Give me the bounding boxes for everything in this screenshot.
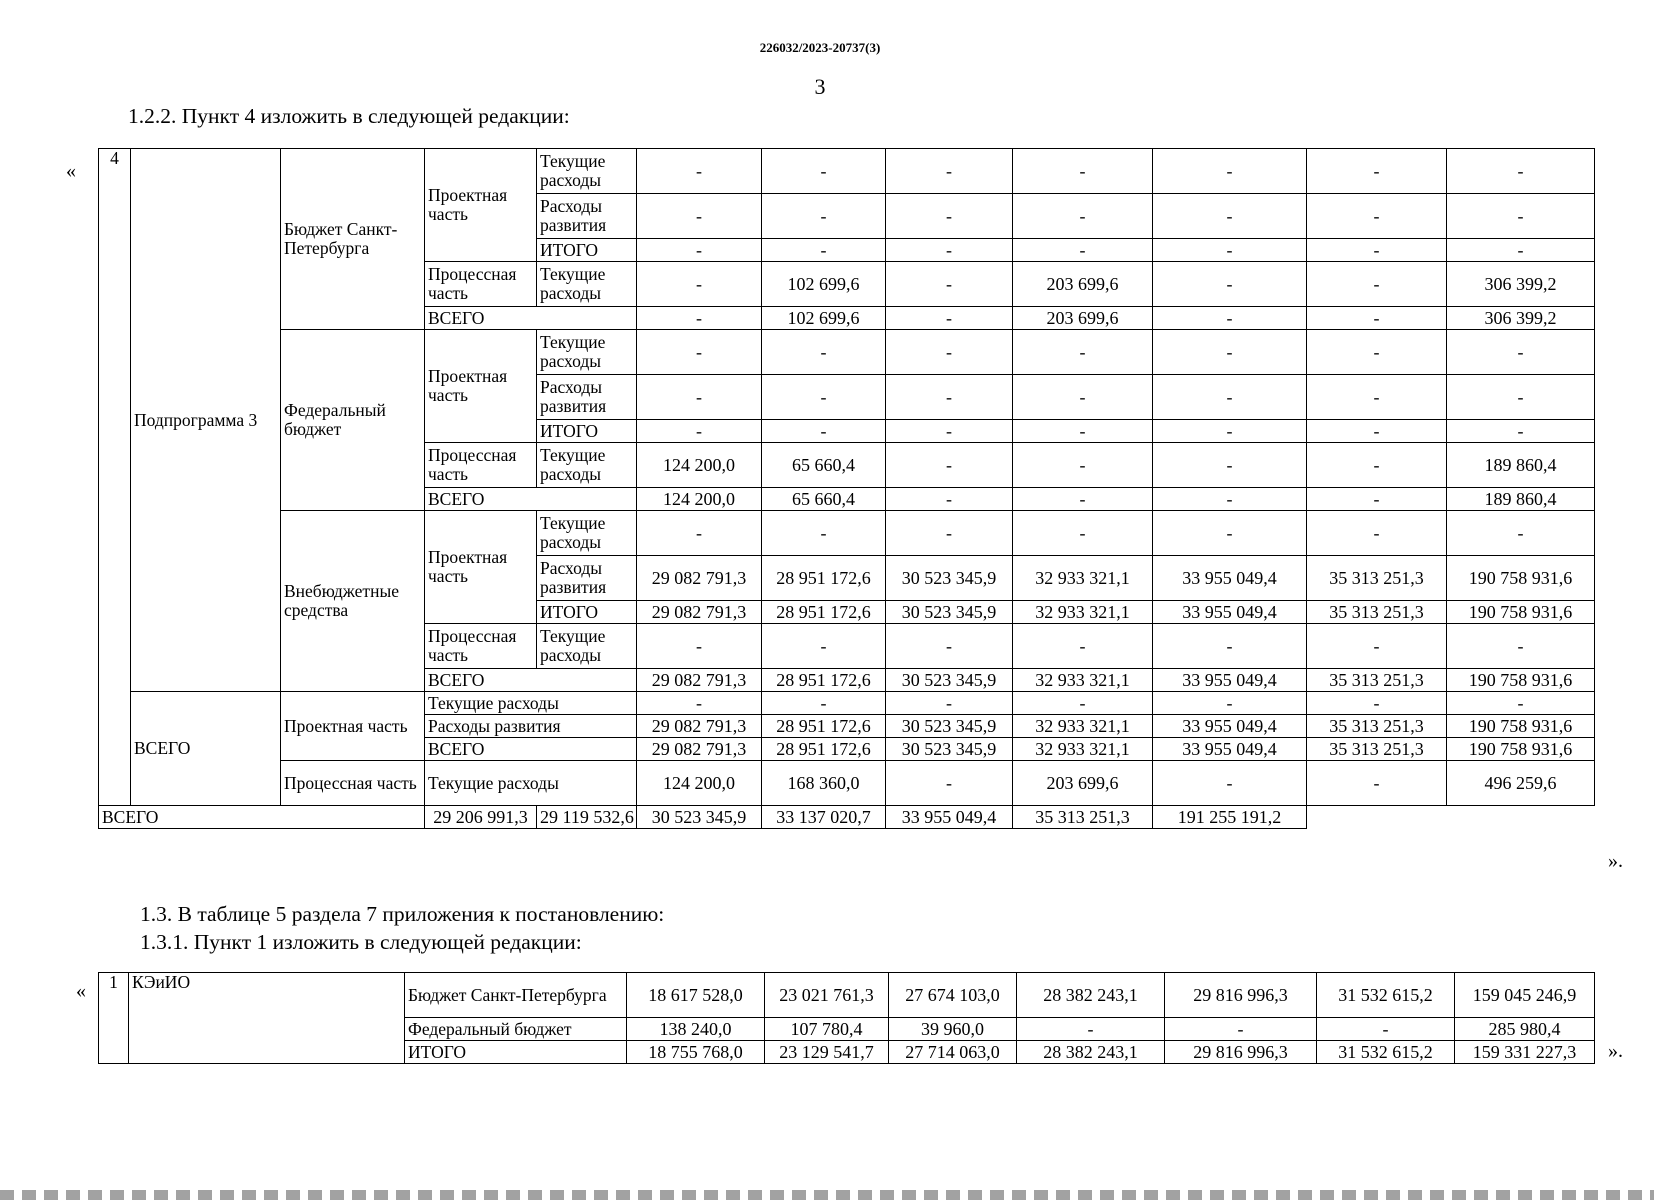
group-1-total-label: ВСЕГО — [425, 307, 637, 330]
paragraph-1-3-1: 1.3.1. Пункт 1 изложить в следующей редакции: — [140, 930, 582, 954]
group-2-proj-subtotal-value-5: - — [1153, 420, 1307, 443]
table-row — [99, 330, 1595, 375]
group-2-proc-current-value-7: 189 860,4 — [1447, 443, 1595, 488]
group-3-proj-subtotal-value-2: 28 951 172,6 — [762, 601, 886, 624]
item-number: 4 — [99, 149, 131, 806]
group-3-proc-current-value-7: - — [1447, 624, 1595, 669]
group-1-proj-current-value-5: - — [1153, 149, 1307, 194]
group-2-proc-current-value-4: - — [1013, 443, 1153, 488]
funding-source-label: ИТОГО — [405, 1041, 627, 1064]
close-quote-1: ». — [1608, 850, 1623, 872]
group-3-proj-development-value-1: 29 082 791,3 — [637, 556, 762, 601]
total-proj-sum-value-3: 30 523 345,9 — [886, 738, 1013, 761]
table-row — [99, 149, 1595, 194]
group-3-proj-development-value-7: 190 758 931,6 — [1447, 556, 1595, 601]
total-proj-current-value-1: - — [637, 692, 762, 715]
group-1-proc-current-value-2: 102 699,6 — [762, 262, 886, 307]
funding-source-label: Бюджет Санкт-Петербурга — [405, 973, 627, 1018]
group-1-source-label: Бюджет Санкт-Петербурга — [281, 149, 425, 330]
total-proc-current-value-5: - — [1153, 761, 1307, 806]
group-3-source-label: Внебюджетные средства — [281, 511, 425, 692]
group-3-proc-current-value-1: - — [637, 624, 762, 669]
group-1-total-value-4: 203 699,6 — [1013, 307, 1153, 330]
group-3-total-value-5: 33 955 049,4 — [1153, 669, 1307, 692]
group-2-proj-subtotal-value-7: - — [1447, 420, 1595, 443]
group-1-proj-subtotal-value-3: - — [886, 239, 1013, 262]
t2-row-1-value-4: 28 382 243,1 — [1017, 973, 1165, 1018]
total-proc-current-value-6: - — [1307, 761, 1447, 806]
group-3-proj-development-value-6: 35 313 251,3 — [1307, 556, 1447, 601]
total-development-expenses-label: Расходы развития — [425, 715, 637, 738]
group-1-proj-current-value-2: - — [762, 149, 886, 194]
budget-table-item-4 — [98, 148, 1595, 829]
group-3-proc-current-value-2: - — [762, 624, 886, 669]
t2-row-2-value-1: 138 240,0 — [627, 1018, 765, 1041]
group-2-proj-current-value-1: - — [637, 330, 762, 375]
overall-total-value-2: 29 119 532,6 — [537, 806, 637, 829]
group-1-total-value-3: - — [886, 307, 1013, 330]
group-1-proj-development-value-2: - — [762, 194, 886, 239]
table-row — [99, 761, 1595, 806]
total-process-current-label: Текущие расходы — [425, 761, 637, 806]
group-2-proj-current-value-7: - — [1447, 330, 1595, 375]
group-2-total-value-3: - — [886, 488, 1013, 511]
group-2-total-value-6: - — [1307, 488, 1447, 511]
group-1-proj-subtotal-value-4: - — [1013, 239, 1153, 262]
total-proj-sum-value-1: 29 082 791,3 — [637, 738, 762, 761]
group-3-proc-current-value-6: - — [1307, 624, 1447, 669]
t2-row-1-value-6: 31 532 615,2 — [1317, 973, 1455, 1018]
subtotal-label: ИТОГО — [537, 239, 637, 262]
group-3-proj-current-value-2: - — [762, 511, 886, 556]
development-expenses-label: Расходы развития — [537, 194, 637, 239]
overall-total-value-7: 191 255 191,2 — [1153, 806, 1307, 829]
group-1-proc-current-value-3: - — [886, 262, 1013, 307]
total-proj-current-value-3: - — [886, 692, 1013, 715]
total-proj-sum-value-2: 28 951 172,6 — [762, 738, 886, 761]
t2-row-3-value-3: 27 714 063,0 — [889, 1041, 1017, 1064]
current-expenses-label: Текущие расходы — [537, 330, 637, 375]
group-3-proj-subtotal-value-1: 29 082 791,3 — [637, 601, 762, 624]
group-2-proc-current-value-1: 124 200,0 — [637, 443, 762, 488]
group-1-total-value-1: - — [637, 307, 762, 330]
t2-row-3-value-5: 29 816 996,3 — [1165, 1041, 1317, 1064]
group-1-total-value-6: - — [1307, 307, 1447, 330]
group-1-proc-current-value-4: 203 699,6 — [1013, 262, 1153, 307]
group-3-total-value-7: 190 758 931,6 — [1447, 669, 1595, 692]
group-1-proj-subtotal-value-7: - — [1447, 239, 1595, 262]
t2-row-1-value-5: 29 816 996,3 — [1165, 973, 1317, 1018]
group-3-proj-subtotal-value-4: 32 933 321,1 — [1013, 601, 1153, 624]
group-1-proj-current-value-7: - — [1447, 149, 1595, 194]
group-3-total-label: ВСЕГО — [425, 669, 637, 692]
group-1-total-value-5: - — [1153, 307, 1307, 330]
group-2-proj-development-value-1: - — [637, 375, 762, 420]
total-current-expenses-label: Текущие расходы — [425, 692, 637, 715]
t2-row-3-value-6: 31 532 615,2 — [1317, 1041, 1455, 1064]
group-2-proc-current-value-3: - — [886, 443, 1013, 488]
total-proj-development-value-4: 32 933 321,1 — [1013, 715, 1153, 738]
close-quote-2: ». — [1608, 1040, 1623, 1062]
group-2-proj-current-value-5: - — [1153, 330, 1307, 375]
total-proj-development-value-5: 33 955 049,4 — [1153, 715, 1307, 738]
total-project-part-label: Проектная часть — [281, 692, 425, 761]
group-3-proj-current-value-1: - — [637, 511, 762, 556]
grand-total-label: ВСЕГО — [131, 692, 281, 806]
overall-total-value-3: 30 523 345,9 — [637, 806, 762, 829]
group-2-proj-development-value-5: - — [1153, 375, 1307, 420]
scan-footer-artifact — [0, 1190, 1654, 1200]
total-proc-current-value-1: 124 200,0 — [637, 761, 762, 806]
total-proc-current-value-3: - — [886, 761, 1013, 806]
group-2-process-part-label: Процессная часть — [425, 443, 537, 488]
group-1-proj-current-value-1: - — [637, 149, 762, 194]
t2-row-3-value-1: 18 755 768,0 — [627, 1041, 765, 1064]
overall-total-label: ВСЕГО — [99, 806, 425, 829]
group-3-total-value-2: 28 951 172,6 — [762, 669, 886, 692]
total-proj-current-value-2: - — [762, 692, 886, 715]
group-2-proj-development-value-4: - — [1013, 375, 1153, 420]
group-1-proc-current-value-5: - — [1153, 262, 1307, 307]
open-quote-1: « — [66, 160, 76, 182]
group-2-proj-subtotal-value-6: - — [1307, 420, 1447, 443]
table-row — [99, 511, 1595, 556]
current-expenses-label: Текущие расходы — [537, 262, 637, 307]
current-expenses-label: Текущие расходы — [537, 149, 637, 194]
total-proc-current-value-7: 496 259,6 — [1447, 761, 1595, 806]
group-3-proc-current-value-3: - — [886, 624, 1013, 669]
group-3-proj-subtotal-value-6: 35 313 251,3 — [1307, 601, 1447, 624]
t2-row-1-value-2: 23 021 761,3 — [765, 973, 889, 1018]
table-row — [99, 973, 1595, 1018]
group-3-total-value-4: 32 933 321,1 — [1013, 669, 1153, 692]
group-1-proj-subtotal-value-6: - — [1307, 239, 1447, 262]
group-2-total-value-2: 65 660,4 — [762, 488, 886, 511]
group-3-process-part-label: Процессная часть — [425, 624, 537, 669]
group-1-proj-current-value-4: - — [1013, 149, 1153, 194]
total-proj-development-value-2: 28 951 172,6 — [762, 715, 886, 738]
table-row — [99, 692, 1595, 715]
development-expenses-label: Расходы развития — [537, 375, 637, 420]
t2-row-3-value-7: 159 331 227,3 — [1455, 1041, 1595, 1064]
total-proj-sum-value-6: 35 313 251,3 — [1307, 738, 1447, 761]
group-1-total-value-7: 306 399,2 — [1447, 307, 1595, 330]
group-2-total-label: ВСЕГО — [425, 488, 637, 511]
group-2-proc-current-value-2: 65 660,4 — [762, 443, 886, 488]
overall-total-value-4: 33 137 020,7 — [762, 806, 886, 829]
development-expenses-label: Расходы развития — [537, 556, 637, 601]
table-row — [99, 806, 1595, 829]
total-proj-current-value-7: - — [1447, 692, 1595, 715]
group-3-total-value-1: 29 082 791,3 — [637, 669, 762, 692]
group-1-proc-current-value-6: - — [1307, 262, 1447, 307]
group-2-proj-subtotal-value-3: - — [886, 420, 1013, 443]
group-3-proj-development-value-5: 33 955 049,4 — [1153, 556, 1307, 601]
group-2-proj-subtotal-value-4: - — [1013, 420, 1153, 443]
group-1-project-part-label: Проектная часть — [425, 149, 537, 262]
total-process-part-label: Процессная часть — [281, 761, 425, 806]
overall-total-value-5: 33 955 049,4 — [886, 806, 1013, 829]
group-3-proj-development-value-4: 32 933 321,1 — [1013, 556, 1153, 601]
group-3-proj-current-value-6: - — [1307, 511, 1447, 556]
total-project-sum-label: ВСЕГО — [425, 738, 637, 761]
group-2-proj-development-value-6: - — [1307, 375, 1447, 420]
group-3-project-part-label: Проектная часть — [425, 511, 537, 624]
group-3-proj-subtotal-value-5: 33 955 049,4 — [1153, 601, 1307, 624]
group-2-total-value-1: 124 200,0 — [637, 488, 762, 511]
group-1-proj-development-value-3: - — [886, 194, 1013, 239]
current-expenses-label: Текущие расходы — [537, 624, 637, 669]
budget-table-item-1 — [98, 972, 1595, 1064]
group-1-proc-current-value-1: - — [637, 262, 762, 307]
group-3-proc-current-value-5: - — [1153, 624, 1307, 669]
group-2-total-value-7: 189 860,4 — [1447, 488, 1595, 511]
total-proj-sum-value-5: 33 955 049,4 — [1153, 738, 1307, 761]
t2-row-2-value-4: - — [1017, 1018, 1165, 1041]
group-3-proj-current-value-7: - — [1447, 511, 1595, 556]
total-proj-current-value-4: - — [1013, 692, 1153, 715]
item-number: 1 — [99, 973, 129, 1064]
page-number: 3 — [814, 74, 826, 99]
group-1-proc-current-value-7: 306 399,2 — [1447, 262, 1595, 307]
organization-label: КЭиИО — [129, 973, 405, 1064]
t2-row-2-value-2: 107 780,4 — [765, 1018, 889, 1041]
group-3-total-value-3: 30 523 345,9 — [886, 669, 1013, 692]
group-3-proj-subtotal-value-7: 190 758 931,6 — [1447, 601, 1595, 624]
t2-row-2-value-6: - — [1317, 1018, 1455, 1041]
group-1-proj-development-value-6: - — [1307, 194, 1447, 239]
overall-total-value-6: 35 313 251,3 — [1013, 806, 1153, 829]
group-1-proj-development-value-4: - — [1013, 194, 1153, 239]
t2-row-2-value-7: 285 980,4 — [1455, 1018, 1595, 1041]
group-2-proj-current-value-3: - — [886, 330, 1013, 375]
overall-total-value-1: 29 206 991,3 — [425, 806, 537, 829]
group-3-proj-development-value-3: 30 523 345,9 — [886, 556, 1013, 601]
group-1-proj-development-value-7: - — [1447, 194, 1595, 239]
document-number: 226032/2023-20737(3) — [759, 40, 881, 55]
group-1-proj-subtotal-value-1: - — [637, 239, 762, 262]
group-2-proc-current-value-5: - — [1153, 443, 1307, 488]
group-1-proj-development-value-1: - — [637, 194, 762, 239]
group-2-proj-development-value-3: - — [886, 375, 1013, 420]
t2-row-1-value-7: 159 045 246,9 — [1455, 973, 1595, 1018]
group-2-proj-development-value-7: - — [1447, 375, 1595, 420]
group-3-proj-current-value-5: - — [1153, 511, 1307, 556]
group-2-source-label: Федеральный бюджет — [281, 330, 425, 511]
total-proj-development-value-7: 190 758 931,6 — [1447, 715, 1595, 738]
total-proj-development-value-6: 35 313 251,3 — [1307, 715, 1447, 738]
funding-source-label: Федеральный бюджет — [405, 1018, 627, 1041]
total-proj-sum-value-4: 32 933 321,1 — [1013, 738, 1153, 761]
group-2-proc-current-value-6: - — [1307, 443, 1447, 488]
total-proj-sum-value-7: 190 758 931,6 — [1447, 738, 1595, 761]
group-1-total-value-2: 102 699,6 — [762, 307, 886, 330]
group-2-total-value-5: - — [1153, 488, 1307, 511]
group-3-proj-development-value-2: 28 951 172,6 — [762, 556, 886, 601]
group-2-proj-current-value-6: - — [1307, 330, 1447, 375]
group-1-process-part-label: Процессная часть — [425, 262, 537, 307]
total-proj-development-value-1: 29 082 791,3 — [637, 715, 762, 738]
group-3-total-value-6: 35 313 251,3 — [1307, 669, 1447, 692]
total-proc-current-value-4: 203 699,6 — [1013, 761, 1153, 806]
t2-row-3-value-2: 23 129 541,7 — [765, 1041, 889, 1064]
group-1-proj-subtotal-value-5: - — [1153, 239, 1307, 262]
group-3-proc-current-value-4: - — [1013, 624, 1153, 669]
group-3-proj-current-value-3: - — [886, 511, 1013, 556]
open-quote-2: « — [76, 980, 86, 1002]
total-proj-current-value-6: - — [1307, 692, 1447, 715]
subprogram-label: Подпрограмма 3 — [131, 149, 281, 692]
group-1-proj-development-value-5: - — [1153, 194, 1307, 239]
group-2-total-value-4: - — [1013, 488, 1153, 511]
group-3-proj-subtotal-value-3: 30 523 345,9 — [886, 601, 1013, 624]
paragraph-1-2-2: 1.2.2. Пункт 4 изложить в следующей редакции: — [128, 104, 570, 128]
paragraph-1-3: 1.3. В таблице 5 раздела 7 приложения к постановлению: — [140, 902, 665, 926]
group-2-proj-current-value-4: - — [1013, 330, 1153, 375]
group-2-proj-subtotal-value-2: - — [762, 420, 886, 443]
t2-row-1-value-3: 27 674 103,0 — [889, 973, 1017, 1018]
group-1-proj-subtotal-value-2: - — [762, 239, 886, 262]
total-proj-current-value-5: - — [1153, 692, 1307, 715]
subtotal-label: ИТОГО — [537, 420, 637, 443]
total-proc-current-value-2: 168 360,0 — [762, 761, 886, 806]
group-2-proj-current-value-2: - — [762, 330, 886, 375]
group-2-project-part-label: Проектная часть — [425, 330, 537, 443]
group-2-proj-development-value-2: - — [762, 375, 886, 420]
subtotal-label: ИТОГО — [537, 601, 637, 624]
group-3-proj-current-value-4: - — [1013, 511, 1153, 556]
current-expenses-label: Текущие расходы — [537, 443, 637, 488]
current-expenses-label: Текущие расходы — [537, 511, 637, 556]
t2-row-2-value-3: 39 960,0 — [889, 1018, 1017, 1041]
group-1-proj-current-value-3: - — [886, 149, 1013, 194]
t2-row-1-value-1: 18 617 528,0 — [627, 973, 765, 1018]
total-proj-development-value-3: 30 523 345,9 — [886, 715, 1013, 738]
t2-row-3-value-4: 28 382 243,1 — [1017, 1041, 1165, 1064]
group-2-proj-subtotal-value-1: - — [637, 420, 762, 443]
group-1-proj-current-value-6: - — [1307, 149, 1447, 194]
t2-row-2-value-5: - — [1165, 1018, 1317, 1041]
